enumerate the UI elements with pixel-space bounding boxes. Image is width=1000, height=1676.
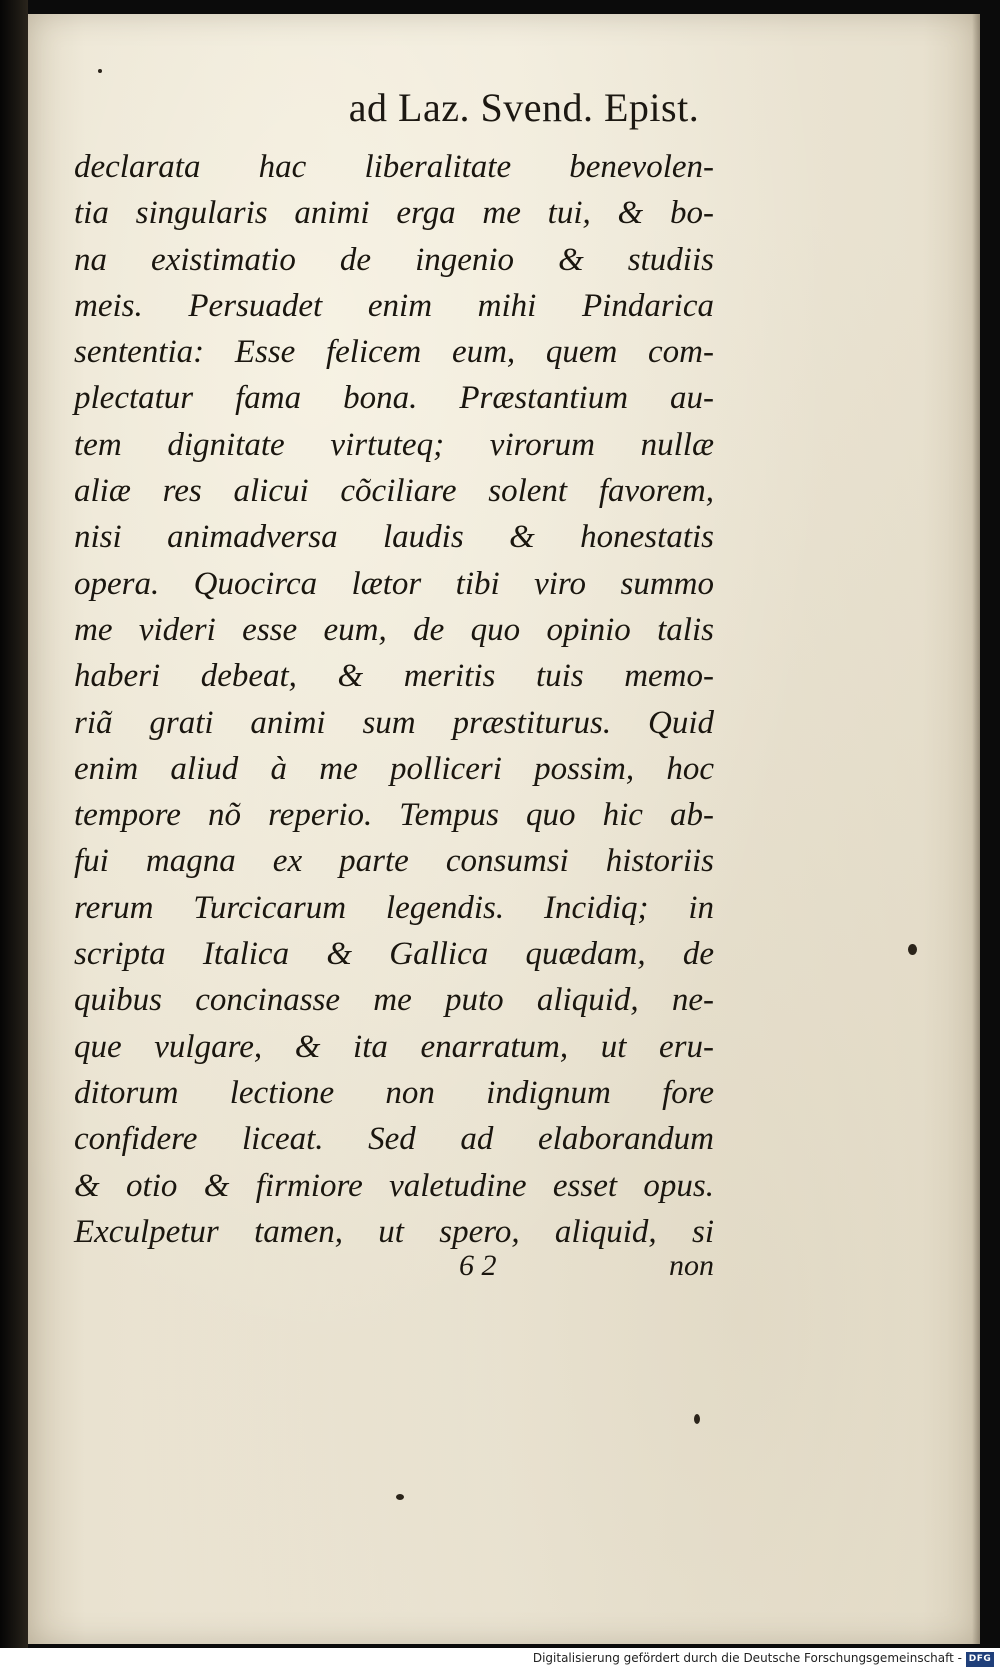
text-line: scripta Italica & Gallica quædam, de — [74, 936, 714, 973]
book-page — [28, 14, 980, 1644]
text-line: meis. Persuadet enim mihi Pindarica — [74, 287, 714, 324]
ink-speck — [694, 1414, 700, 1424]
text-line: quibus concinasse me puto aliquid, ne- — [74, 982, 714, 1019]
text-line: declarata hac liberalitate benevolen- — [74, 149, 714, 185]
text-line: plectatur fama bona. Præstantium au- — [74, 380, 714, 417]
text-line: ditorum lectione non indignum fore — [74, 1074, 714, 1111]
text-line: haberi debeat, & meritis tuis memo- — [74, 658, 714, 695]
text-line: na existimatio de ingenio & studiis — [74, 241, 714, 278]
ink-speck — [396, 1494, 404, 1500]
catchword: non — [669, 1249, 714, 1282]
running-head: ad Laz. Svend. Epist. — [348, 85, 700, 130]
text-line: que vulgare, & ita enarratum, ut eru- — [74, 1028, 714, 1065]
text-line: me videri esse eum, de quo opinio talis — [74, 611, 714, 648]
text-line: sententia: Esse felicem eum, quem com- — [74, 334, 714, 371]
text-line: tem dignitate virtuteq; virorum nullæ — [74, 426, 714, 463]
book-spine — [0, 0, 28, 1676]
body-text — [74, 144, 714, 1255]
text-line: rerum Turcicarum legendis. Incidiq; in — [74, 889, 714, 926]
text-line: tempore nõ reperio. Tempus quo hic ab- — [74, 797, 714, 834]
page-edge-shadow — [972, 14, 980, 1644]
text-line: & otio & firmiore valetudine esset opus. — [74, 1167, 714, 1204]
dfg-logo: DFG — [966, 1652, 994, 1667]
signature-mark: 6 2 — [459, 1249, 497, 1282]
text-line: tia singularis animi erga me tui, & bo- — [74, 195, 714, 232]
text-line: riã grati animi sum præstiturus. Quid — [74, 704, 714, 741]
text-line: aliæ res alicui cõciliare solent favorem, — [74, 473, 714, 510]
text-line: fui magna ex parte consumsi historiis — [74, 843, 714, 880]
text-line: enim aliud à me polliceri possim, hoc — [74, 750, 714, 787]
ink-speck — [908, 944, 917, 955]
text-line: nisi animadversa laudis & honestatis — [74, 519, 714, 556]
text-line: opera. Quocirca lætor tibi viro summo — [74, 565, 714, 602]
ink-speck — [98, 69, 102, 73]
digitization-credit: Digitalisierung gefördert durch die Deutsche Forschungsgemeinschaft - — [532, 1651, 962, 1665]
page-foot — [74, 1249, 714, 1295]
text-line: confidere liceat. Sed ad elaborandum — [74, 1121, 714, 1158]
text-line: Exculpetur tamen, ut spero, aliquid, si — [74, 1213, 714, 1250]
